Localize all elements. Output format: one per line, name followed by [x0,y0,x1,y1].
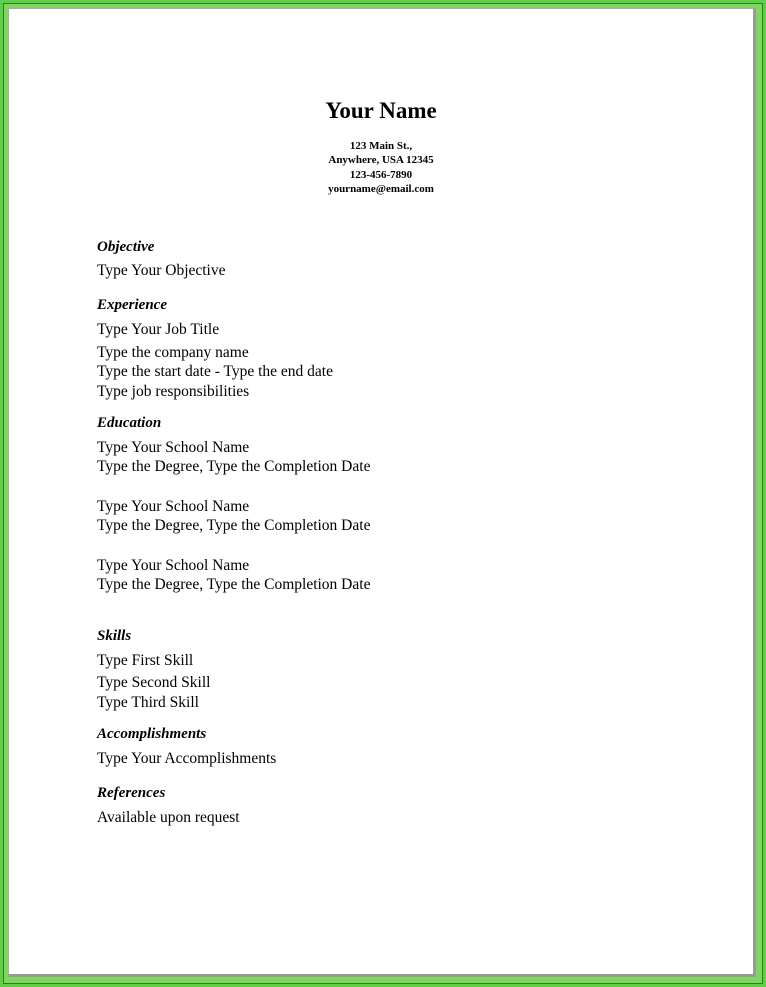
education-degree-3: Type the Degree, Type the Completion Date [97,576,371,593]
skill-item-3: Type Third Skill [97,694,199,711]
objective-text: Type Your Objective [97,262,226,279]
experience-responsibilities: Type job responsibilities [97,383,250,400]
references-heading: References [97,785,166,801]
experience-company: Type the company name [97,344,249,361]
education-school-3: Type Your School Name [97,557,250,574]
experience-dates: Type the start date - Type the end date [97,363,333,380]
contact-street: 123 Main St., [349,140,413,152]
education-heading: Education [97,415,162,431]
contact-email: yourname@email.com [328,182,434,195]
education-school-2: Type Your School Name [97,498,250,515]
experience-job-title: Type Your Job Title [97,321,220,338]
accomplishments-text: Type Your Accomplishments [97,750,277,767]
experience-heading: Experience [97,297,167,313]
references-text: Available upon request [97,809,240,826]
skill-item-2: Type Second Skill [97,674,211,691]
objective-heading: Objective [97,239,155,255]
education-degree-1: Type the Degree, Type the Completion Date [97,458,371,475]
resume-name: Your Name [325,98,437,123]
skill-item-1: Type First Skill [97,652,194,669]
contact-phone: 123-456-7890 [349,168,413,181]
contact-block [9,139,753,196]
accomplishments-heading: Accomplishments [97,726,207,742]
skills-heading: Skills [97,628,132,644]
education-school-1: Type Your School Name [97,439,250,456]
education-degree-2: Type the Degree, Type the Completion Date [97,517,371,534]
resume-page [8,8,756,977]
contact-city: Anywhere, USA 12345 [328,154,434,167]
